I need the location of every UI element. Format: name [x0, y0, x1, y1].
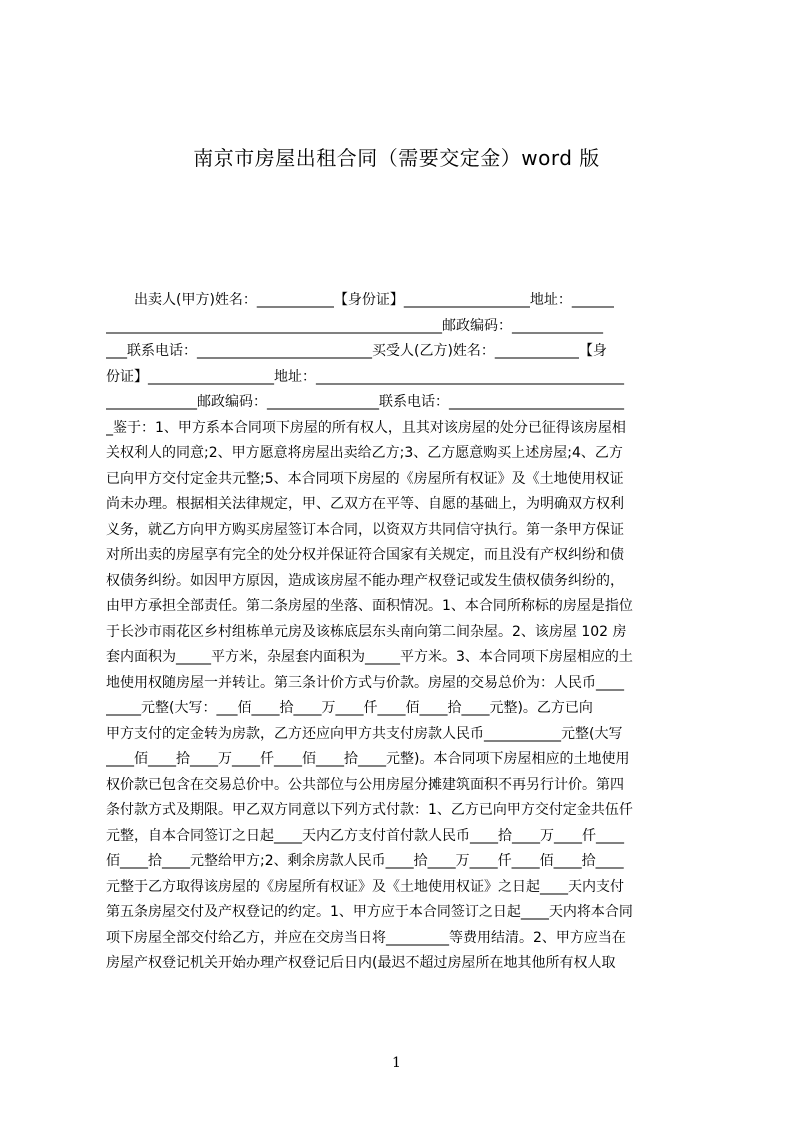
- text-line: 权价款已包含在交易总价中。公共部位与公用房屋分摊建筑面积不再另行计价。第四: [106, 776, 624, 793]
- text-line: 已向甲方交付定金共元整;5、本合同项下房屋的《房屋所有权证》及《土地使用权证: [106, 470, 624, 487]
- text-line: 甲方支付的定金转为房款，乙方还应向甲方共支付房款人民币___________元整(大写: [106, 725, 623, 742]
- text-line: 佰____拾____元整给甲方;2、剩余房款人民币____拾____万____仟____佰____拾____: [106, 853, 624, 869]
- text-line: 由甲方承担全部责任。第二条房屋的坐落、面积情况。1、本合同所称标的房屋是指位: [106, 598, 633, 614]
- document-title: 南京市房屋出租合同（需要交定金）word 版: [193, 146, 600, 170]
- text-line: 义务，就乙方向甲方购买房屋签订本合同，以资双方共同信守执行。第一条甲方保证: [106, 521, 624, 538]
- text-line: 对所出卖的房屋享有完全的处分权并保证符合国家有关规定，而且没有产权纠纷和债: [106, 547, 624, 563]
- text-line: 项下房屋全部交付给乙方，并应在交房当日将_________等费用结清。2、甲方应当在: [106, 929, 626, 946]
- text-line: ________________________________________________邮政编码：_____________: [106, 317, 603, 334]
- text-line: _鉴于：1、甲方系本合同项下房屋的所有权人，且其对该房屋的处分已征得该房屋相: [106, 419, 626, 436]
- contract-body: [106, 288, 700, 977]
- text-line: ___联系电话：_________________________买受人(乙方)姓名：____________【身: [106, 343, 607, 359]
- text-line: 份证】__________________地址：____________________________________________: [106, 368, 624, 385]
- text-line: 元整于乙方取得该房屋的《房屋所有权证》及《土地使用权证》之日起____天内支付: [106, 878, 624, 895]
- text-line: 关权利人的同意;2、甲方愿意将房屋出卖给乙方;3、乙方愿意购买上述房屋;4、乙方: [106, 445, 623, 461]
- text-line: 房屋产权登记机关开始办理产权登记后日内(最迟不超过房屋所在地其他所有权人取: [106, 955, 616, 971]
- text-line: _____________邮政编码：________________联系电话：_________________________: [106, 394, 624, 410]
- page-number: 1: [392, 1055, 401, 1071]
- text-line: 条付款方式及期限。甲乙双方同意以下列方式付款：1、乙方已向甲方交付定金共伍仟: [106, 802, 633, 818]
- text-line: 出卖人(甲方)姓名：___________【身份证】__________________地址：______: [106, 292, 614, 308]
- text-line: ____佰____拾____万____仟____佰____拾____元整)。本合同项下房屋相应的土地使用: [106, 751, 630, 767]
- text-line: 地使用权随房屋一并转让。第三条计价方式与价款。房屋的交易总价为：人民币____: [106, 674, 624, 691]
- text-line: 第五条房屋交付及产权登记的约定。1、甲方应于本合同签订之日起____天内将本合同: [106, 904, 633, 920]
- text-line: 于长沙市雨花区乡村组栋单元房及该栋底层东头南向第二间杂屋。2、该房屋 102 房: [106, 623, 627, 640]
- text-line: 尚未办理。根据相关法律规定，甲、乙双方在平等、自愿的基础上，为明确双方权利: [106, 496, 624, 512]
- text-line: 元整，自本合同签订之日起____天内乙方支付首付款人民币____拾____万____仟____: [106, 827, 624, 844]
- text-line: _____元整(大写：___佰____拾____万____仟____佰____拾____元整)。乙方已向: [106, 700, 593, 716]
- text-line: 套内面积为_____平方米，杂屋套内面积为_____平方米。3、本合同项下房屋相应的土: [106, 649, 633, 665]
- text-line: 权债务纠纷。如因甲方原因，造成该房屋不能办理产权登记或发生债权债务纠纷的，: [106, 572, 624, 589]
